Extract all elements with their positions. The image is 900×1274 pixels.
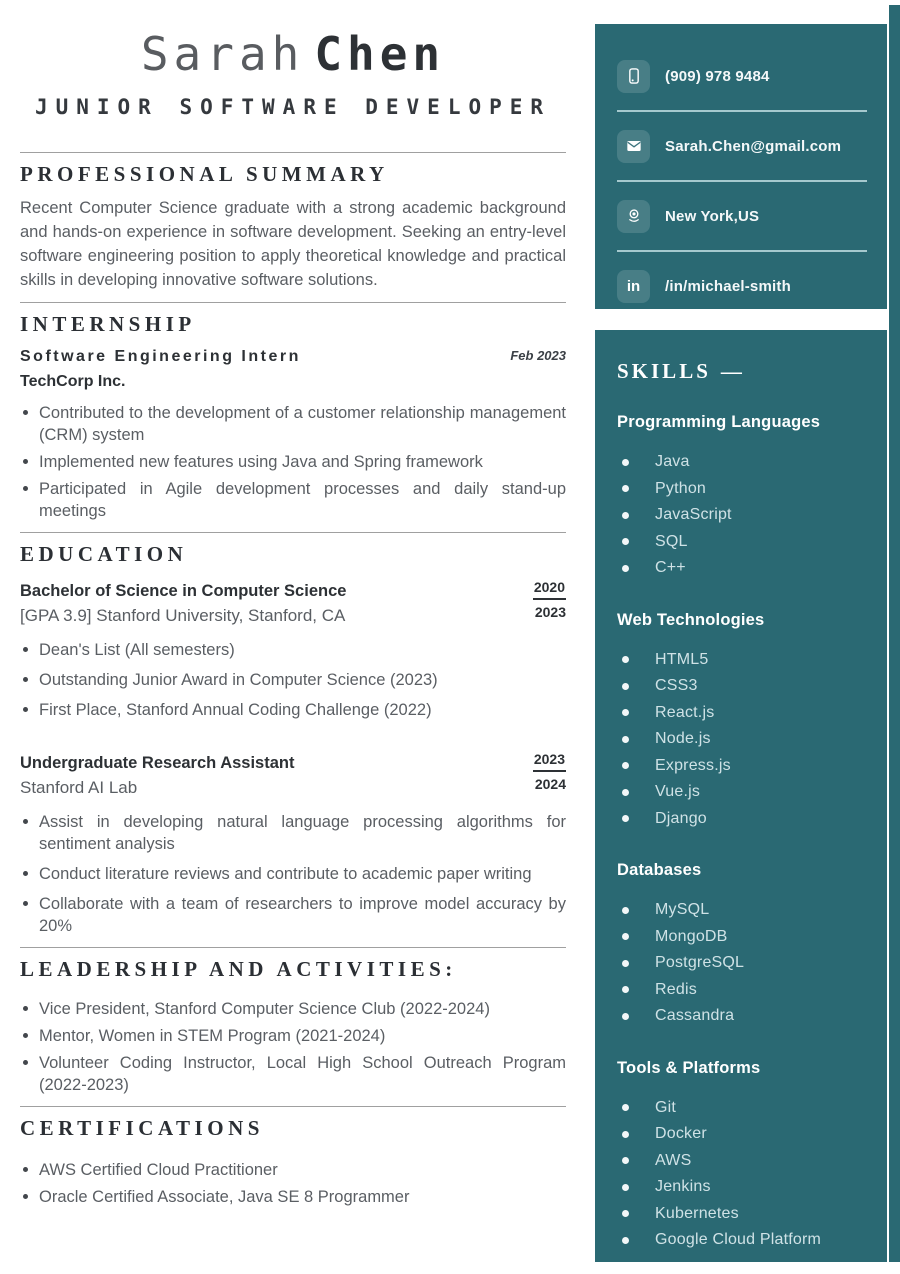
phone-number: (909) 978 9484 bbox=[665, 67, 770, 85]
section-certifications bbox=[20, 1106, 566, 1208]
bullet-dot bbox=[622, 683, 629, 690]
skill-text: Cassandra bbox=[655, 1007, 735, 1025]
bullet-dot bbox=[23, 647, 28, 652]
last-name: Chen bbox=[314, 27, 446, 81]
skill-item bbox=[617, 1227, 869, 1254]
skill-item bbox=[617, 1003, 869, 1030]
skill-text: MySQL bbox=[655, 901, 710, 919]
bullet-item bbox=[20, 1025, 566, 1047]
skill-text: JavaScript bbox=[655, 506, 732, 524]
bullet-text: Implemented new features using Java and Spring framework bbox=[39, 453, 483, 471]
skill-group-title: Web Technologies bbox=[617, 610, 765, 629]
skill-text: Redis bbox=[655, 980, 697, 998]
bullet-item bbox=[20, 699, 566, 721]
education-entries bbox=[20, 579, 566, 937]
skill-text: Java bbox=[655, 453, 690, 471]
skill-group bbox=[617, 859, 869, 1030]
skill-item bbox=[617, 647, 869, 674]
location-icon bbox=[617, 200, 650, 233]
skill-item bbox=[617, 673, 869, 700]
bullet-dot bbox=[622, 485, 629, 492]
skill-item bbox=[617, 1095, 869, 1122]
bullet-item bbox=[20, 1186, 566, 1208]
skill-text: React.js bbox=[655, 703, 715, 721]
section-leadership bbox=[20, 947, 566, 1096]
education-title: Bachelor of Science in Computer Science bbox=[20, 582, 347, 600]
contact-separator bbox=[617, 180, 867, 182]
skill-item bbox=[617, 1121, 869, 1148]
contact-item-email bbox=[617, 124, 867, 168]
bullet-dot bbox=[622, 907, 629, 914]
skill-item bbox=[617, 897, 869, 924]
main-column bbox=[20, 0, 566, 1213]
section-heading-summary: PROFESSIONAL SUMMARY bbox=[20, 162, 389, 186]
bullet-dot bbox=[622, 1131, 629, 1138]
contact-card bbox=[595, 24, 887, 309]
bullet-dot bbox=[622, 512, 629, 519]
contact-separator bbox=[617, 250, 867, 252]
summary-text: Recent Computer Science graduate with a strong academic background and hands-on experience in software development. Seeking an entry-level software engineering position to apply theoretical knowledge and practical skills in developing innovative software solutions. bbox=[20, 199, 566, 289]
skills-groups bbox=[617, 411, 869, 1254]
skill-text: SQL bbox=[655, 532, 688, 550]
bullet-dot bbox=[23, 677, 28, 682]
skill-group bbox=[617, 609, 869, 833]
skill-item bbox=[617, 449, 869, 476]
bullet-dot bbox=[622, 815, 629, 822]
date-start: 2020 bbox=[533, 579, 566, 600]
skill-item bbox=[617, 806, 869, 833]
skill-text: CSS3 bbox=[655, 677, 698, 695]
linkedin-icon: in bbox=[617, 270, 650, 303]
education-header-row bbox=[20, 751, 566, 801]
contact-item-linkedin bbox=[617, 264, 867, 308]
skill-item bbox=[617, 502, 869, 529]
skill-text: Kubernetes bbox=[655, 1204, 739, 1222]
bullet-text: Participated in Agile development processes and daily stand-up meetings bbox=[39, 480, 566, 520]
bullet-dot bbox=[23, 1006, 28, 1011]
skill-text: PostgreSQL bbox=[655, 954, 745, 972]
bullet-item bbox=[20, 1052, 566, 1096]
bullet-dot bbox=[622, 565, 629, 572]
section-professional-summary bbox=[20, 152, 566, 292]
bullet-item bbox=[20, 451, 566, 473]
section-heading-education: EDUCATION bbox=[20, 542, 188, 566]
section-heading-leadership: LEADERSHIP AND ACTIVITIES: bbox=[20, 957, 457, 981]
skill-text: Django bbox=[655, 809, 707, 827]
bullet-text: Conduct literature reviews and contribute to academic paper writing bbox=[39, 865, 532, 883]
bullet-dot bbox=[622, 1104, 629, 1111]
skill-item bbox=[617, 1174, 869, 1201]
email-icon bbox=[617, 130, 650, 163]
section-heading-internship: INTERNSHIP bbox=[20, 312, 196, 336]
bullet-text: Dean's List (All semesters) bbox=[39, 641, 235, 659]
location-text: New York,US bbox=[665, 207, 760, 225]
education-title: Undergraduate Research Assistant bbox=[20, 754, 295, 772]
skill-text: Express.js bbox=[655, 756, 731, 774]
internship-company: TechCorp Inc. bbox=[20, 373, 126, 390]
bullet-dot bbox=[23, 459, 28, 464]
bullet-dot bbox=[622, 736, 629, 743]
bullet-dot bbox=[23, 871, 28, 876]
skill-text: HTML5 bbox=[655, 650, 709, 668]
bullet-dot bbox=[622, 762, 629, 769]
bullet-dot bbox=[622, 1157, 629, 1164]
skill-text: C++ bbox=[655, 559, 686, 577]
education-entry bbox=[20, 579, 566, 721]
person-name bbox=[20, 27, 566, 81]
skill-text: AWS bbox=[655, 1151, 692, 1169]
skills-heading bbox=[617, 358, 869, 384]
skills-card bbox=[595, 330, 887, 1262]
first-name: Sarah bbox=[140, 27, 305, 81]
bullet-item bbox=[20, 998, 566, 1020]
education-date-range bbox=[533, 579, 566, 620]
skill-text: Git bbox=[655, 1098, 677, 1116]
skill-group bbox=[617, 411, 869, 582]
bullet-dot bbox=[622, 960, 629, 967]
bullet-dot bbox=[622, 1013, 629, 1020]
bullet-dot bbox=[23, 819, 28, 824]
skill-item bbox=[617, 950, 869, 977]
education-subtitle: [GPA 3.9] Stanford University, Stanford, CA bbox=[20, 606, 346, 625]
education-titles bbox=[20, 751, 533, 801]
skill-list bbox=[617, 897, 869, 1030]
bullet-dot bbox=[23, 486, 28, 491]
email-address: Sarah.Chen@gmail.com bbox=[665, 137, 842, 155]
skill-item bbox=[617, 977, 869, 1004]
skill-group-title: Programming Languages bbox=[617, 413, 821, 431]
job-title: JUNIOR SOFTWARE DEVELOPER bbox=[34, 95, 552, 119]
education-header-row bbox=[20, 579, 566, 629]
education-bullet-list bbox=[20, 811, 566, 937]
section-heading-certifications: CERTIFICATIONS bbox=[20, 1116, 264, 1140]
bullet-text: Oracle Certified Associate, Java SE 8 Programmer bbox=[39, 1188, 410, 1206]
skill-item bbox=[617, 529, 869, 556]
bullet-dot bbox=[23, 1033, 28, 1038]
internship-role: Software Engineering Intern bbox=[20, 348, 301, 365]
skill-item bbox=[617, 924, 869, 951]
date-start: 2023 bbox=[533, 751, 566, 772]
contact-item-phone bbox=[617, 54, 867, 98]
bullet-item bbox=[20, 402, 566, 446]
skill-item bbox=[617, 726, 869, 753]
skill-text: Docker bbox=[655, 1125, 707, 1143]
bullet-dot bbox=[622, 538, 629, 545]
leadership-bullet-list bbox=[20, 998, 566, 1096]
section-education bbox=[20, 532, 566, 937]
bullet-dot bbox=[23, 707, 28, 712]
bullet-text: First Place, Stanford Annual Coding Challenge (2022) bbox=[39, 701, 432, 719]
bullet-text: Assist in developing natural language processing algorithms for sentiment analysis bbox=[39, 813, 566, 853]
bullet-text: Vice President, Stanford Computer Science Club (2022-2024) bbox=[39, 1000, 490, 1018]
skills-heading-dash: — bbox=[720, 359, 742, 383]
internship-header-row bbox=[20, 346, 566, 368]
bullet-text: Collaborate with a team of researchers to improve model accuracy by 20% bbox=[39, 895, 566, 935]
bullet-text: Volunteer Coding Instructor, Local High School Outreach Program (2022-2023) bbox=[39, 1054, 566, 1094]
skill-text: Jenkins bbox=[655, 1178, 711, 1196]
bullet-item bbox=[20, 669, 566, 691]
bullet-item bbox=[20, 639, 566, 661]
contact-separator bbox=[617, 110, 867, 112]
header-block bbox=[20, 27, 566, 120]
bullet-dot bbox=[23, 901, 28, 906]
bullet-dot bbox=[622, 1184, 629, 1191]
bullet-text: Outstanding Junior Award in Computer Science (2023) bbox=[39, 671, 438, 689]
bullet-dot bbox=[622, 709, 629, 716]
bullet-text: AWS Certified Cloud Practitioner bbox=[39, 1161, 278, 1179]
date-end: 2023 bbox=[534, 604, 566, 620]
skill-group-title: Tools & Platforms bbox=[617, 1058, 761, 1077]
skill-text: Vue.js bbox=[655, 783, 701, 801]
certifications-bullet-list bbox=[20, 1159, 566, 1208]
phone-icon bbox=[617, 60, 650, 93]
skill-item bbox=[617, 1201, 869, 1228]
education-titles bbox=[20, 579, 533, 629]
skill-text: Node.js bbox=[655, 730, 711, 748]
skill-item bbox=[617, 1148, 869, 1175]
date-end: 2024 bbox=[534, 776, 566, 792]
bullet-dot bbox=[622, 789, 629, 796]
bullet-dot bbox=[622, 933, 629, 940]
bullet-dot bbox=[23, 1060, 28, 1065]
bullet-dot bbox=[23, 410, 28, 415]
skill-list bbox=[617, 1095, 869, 1254]
skill-item bbox=[617, 555, 869, 582]
skill-text: Python bbox=[655, 479, 707, 497]
bullet-item bbox=[20, 1159, 566, 1181]
sidebar-edge-strip bbox=[889, 5, 900, 1262]
bullet-text: Contributed to the development of a customer relationship management (CRM) system bbox=[39, 404, 566, 444]
skill-item bbox=[617, 476, 869, 503]
skill-text: Google Cloud Platform bbox=[655, 1231, 822, 1249]
internship-bullet-list bbox=[20, 402, 566, 522]
skill-group-title: Databases bbox=[617, 861, 702, 879]
bullet-item bbox=[20, 893, 566, 937]
bullet-dot bbox=[622, 1210, 629, 1217]
contact-item-location bbox=[617, 194, 867, 238]
bullet-dot bbox=[622, 986, 629, 993]
skill-item bbox=[617, 779, 869, 806]
bullet-dot bbox=[622, 459, 629, 466]
skill-list bbox=[617, 449, 869, 582]
bullet-item bbox=[20, 811, 566, 855]
skill-item bbox=[617, 700, 869, 727]
skills-heading-text: SKILLS bbox=[617, 359, 711, 383]
skill-group bbox=[617, 1057, 869, 1254]
education-subtitle: Stanford AI Lab bbox=[20, 778, 138, 797]
education-entry bbox=[20, 751, 566, 937]
education-bullet-list bbox=[20, 639, 566, 721]
linkedin-handle: /in/michael-smith bbox=[665, 277, 791, 295]
bullet-item bbox=[20, 478, 566, 522]
section-internship bbox=[20, 302, 566, 522]
bullet-dot bbox=[622, 656, 629, 663]
skill-list bbox=[617, 647, 869, 833]
skill-item bbox=[617, 753, 869, 780]
bullet-item bbox=[20, 863, 566, 885]
education-date-range bbox=[533, 751, 566, 792]
bullet-dot bbox=[23, 1167, 28, 1172]
bullet-dot bbox=[622, 1237, 629, 1244]
internship-date: Feb 2023 bbox=[510, 348, 566, 363]
skill-text: MongoDB bbox=[655, 927, 728, 945]
bullet-dot bbox=[23, 1194, 28, 1199]
bullet-text: Mentor, Women in STEM Program (2021-2024) bbox=[39, 1027, 386, 1045]
